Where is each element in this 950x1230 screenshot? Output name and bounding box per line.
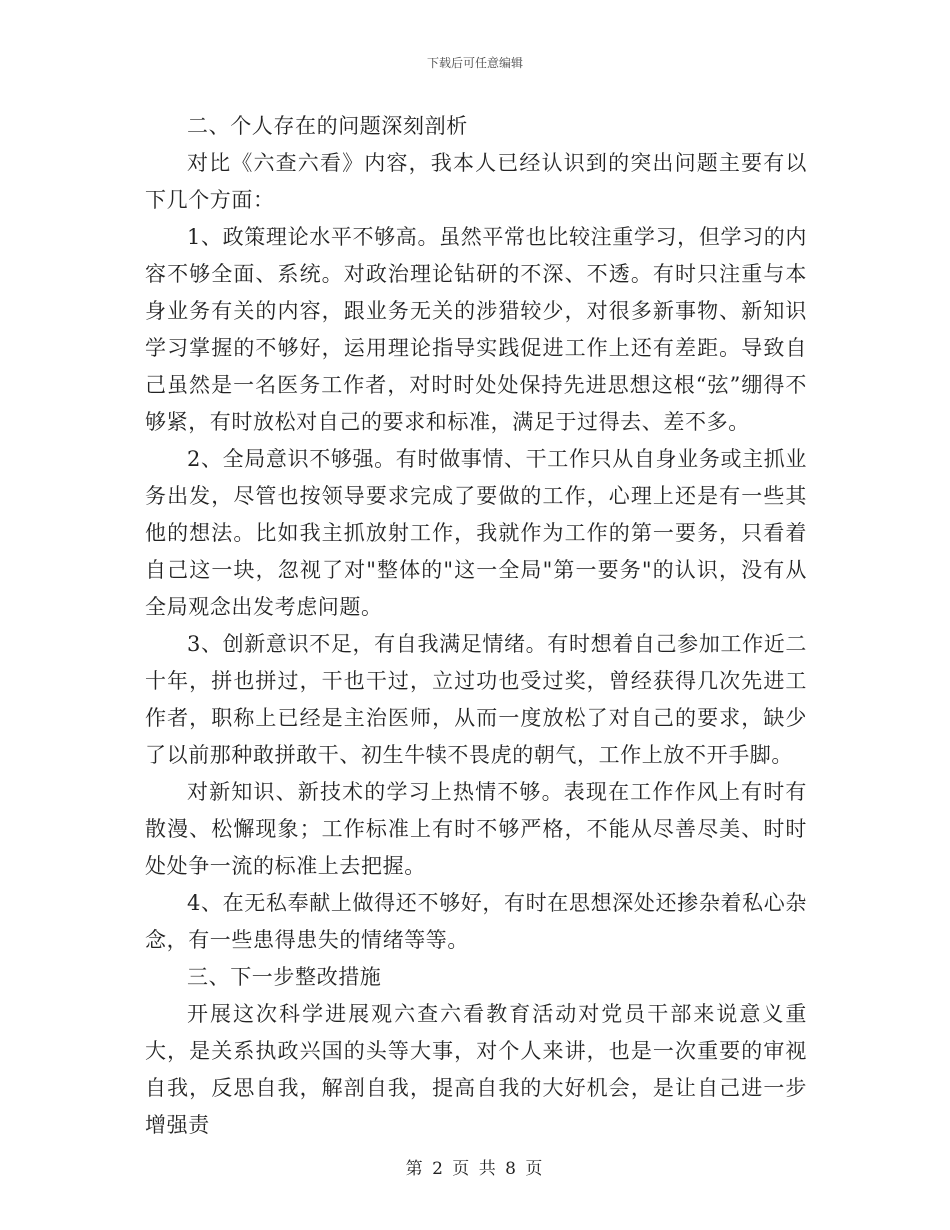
- paragraph-measures: 开展这次科学进展观六查六看教育活动对党员干部来说意义重大，是关系执政兴国的头等大事，对个人来讲，也是一次重要的审视自我，反思自我，解剖自我，提高自我的大好机会，是让自己进一步增强责: [145, 1002, 807, 1137]
- paragraph-intro: 对比《六查六看》内容，我本人已经认识到的突出问题主要有以下几个方面：: [145, 151, 807, 212]
- document-body: [145, 108, 807, 1144]
- paragraph-item-4: 4、在无私奉献上做得还不够好，有时在思想深处还掺杂着私心杂念，有一些患得患失的情绪等等。: [145, 891, 807, 952]
- page-header: 下载后可任意编辑: [426, 56, 523, 70]
- paragraph-item-3: 3、创新意识不足，有自我满足情绪。有时想着自己参加工作近二十年，拼也拼过，干也干过，立过功也受过奖，曾经获得几次先进工作者，职称上已经是主治医师，从而一度放松了对自己的要求，缺少了以前那种敢拼敢干、初生牛犊不畏虎的朝气，工作上放不开手脚。: [145, 632, 807, 767]
- paragraph-item-2: 2、全局意识不够强。有时做事情、干工作只从自身业务或主抓业务出发，尽管也按领导要求完成了要做的工作，心理上还是有一些其他的想法。比如我主抓放射工作，我就作为工作的第一要务，只看着自己这一块，忽视了对"整体的"这一全局"第一要务"的认识，没有从全局观念出发考虑问题。: [145, 447, 807, 619]
- page-number: 第 2 页 共 8 页: [405, 1159, 545, 1179]
- section-heading-measures: 三、下一步整改措施: [187, 965, 382, 989]
- paragraph-item-1: 1、政策理论水平不够高。虽然平常也比较注重学习，但学习的内容不够全面、系统。对政治理论钻研的不深、不透。有时只注重与本身业务有关的内容，跟业务无关的涉猎较少，对很多新事物、新知识学习掌握的不够好，运用理论指导实践促进工作上还有差距。导致自己虽然是一名医务工作者，对时时处处保持先进思想这根“弦”绷得不够紧，有时放松对自己的要求和标准，满足于过得去、差不多。: [145, 225, 807, 434]
- section-heading-problems: 二、个人存在的问题深刻剖析: [187, 114, 468, 138]
- paragraph-item-3-continued: 对新知识、新技术的学习上热情不够。表现在工作作风上有时有散漫、松懈现象；工作标准上有时不够严格，不能从尽善尽美、时时处处争一流的标准上去把握。: [145, 780, 807, 878]
